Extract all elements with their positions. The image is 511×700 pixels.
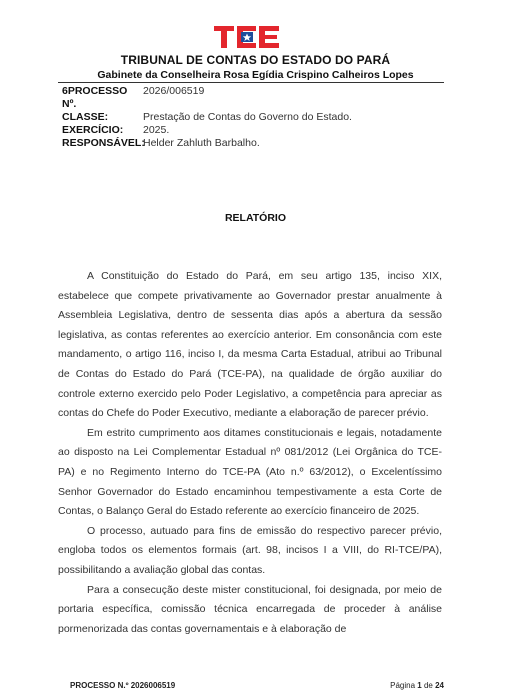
page-of: de: [423, 681, 433, 690]
responsavel-value: Helder Zahluth Barbalho.: [143, 137, 260, 149]
processo-label-cont: Nº.: [62, 98, 77, 110]
paragraph: Em estrito cumprimento aos ditames constitucionais e legais, notadamente ao disposto na Lei Complementar Estadual nº 081/2012 (Lei Orgânica do TCE-PA) e no Regimento Interno do TCE-PA (Ato n.º 63/2012), o Excelentíssimo Senhor Governador do Estado encaminhou tempestivamente a esta Corte de Contas, o Balanço Geral do Estado referente ao exercício financeiro de 2025.: [58, 426, 442, 518]
paragraph: Para a consecução deste mister constitucional, foi designada, por meio de portaria específica, comissão técnica encarregada de proceder à análise pormenorizada das contas governamentais e à elaboração de: [58, 583, 442, 635]
report-body: [58, 267, 442, 639]
footer-process-number: PROCESSO N.º 2026006519: [70, 681, 176, 690]
exercicio-value: 2025.: [143, 124, 170, 136]
classe-label: CLASSE:: [62, 111, 109, 123]
processo-label: 6PROCESSO: [62, 85, 128, 97]
institution-title: TRIBUNAL DE CONTAS DO ESTADO DO PARÁ: [120, 53, 391, 67]
paragraph: A Constituição do Estado do Pará, em seu artigo 135, inciso XIX, estabelece que compete privativamente ao Governador prestar anualmente à Assembleia Legislativa, dentro de sessenta dias após a abertura da sessão legislativa, as contas referentes ao exercício anterior. Em consonância com este mandamento, o artigo 116, inciso I, da mesma Carta Estadual, atribui ao Tribunal de Contas do Estado do Pará (TCE-PA), na qualidade de órgão auxiliar do controle externo exercido pelo Poder Legislativo, a competência para apreciar as contas do Chefe do Poder Executivo, mediante a elaboração de parecer prévio.: [58, 270, 442, 420]
page-total: 24: [435, 681, 444, 690]
tce-logo: [213, 24, 281, 50]
cabinet-subtitle: Gabinete da Conselheira Rosa Egídia Crispino Calheiros Lopes: [97, 69, 414, 81]
page-current: 1: [417, 681, 422, 690]
section-heading: RELATÓRIO: [224, 212, 287, 224]
exercicio-label: EXERCÍCIO:: [62, 124, 124, 136]
classe-value: Prestação de Contas do Governo do Estado.: [143, 111, 352, 123]
paragraph: O processo, autuado para fins de emissão do respectivo parecer prévio, engloba todos os elementos formais (art. 98, incisos I a VIII, do RI-TCE/PA), possibilitando a avaliação global das contas.: [58, 524, 442, 576]
header-divider: [58, 82, 444, 83]
footer-page-indicator: [390, 681, 444, 690]
processo-value: 2026/006519: [143, 85, 205, 97]
responsavel-label: RESPONSÁVEL:: [62, 137, 145, 149]
page-word: Página: [390, 681, 416, 690]
